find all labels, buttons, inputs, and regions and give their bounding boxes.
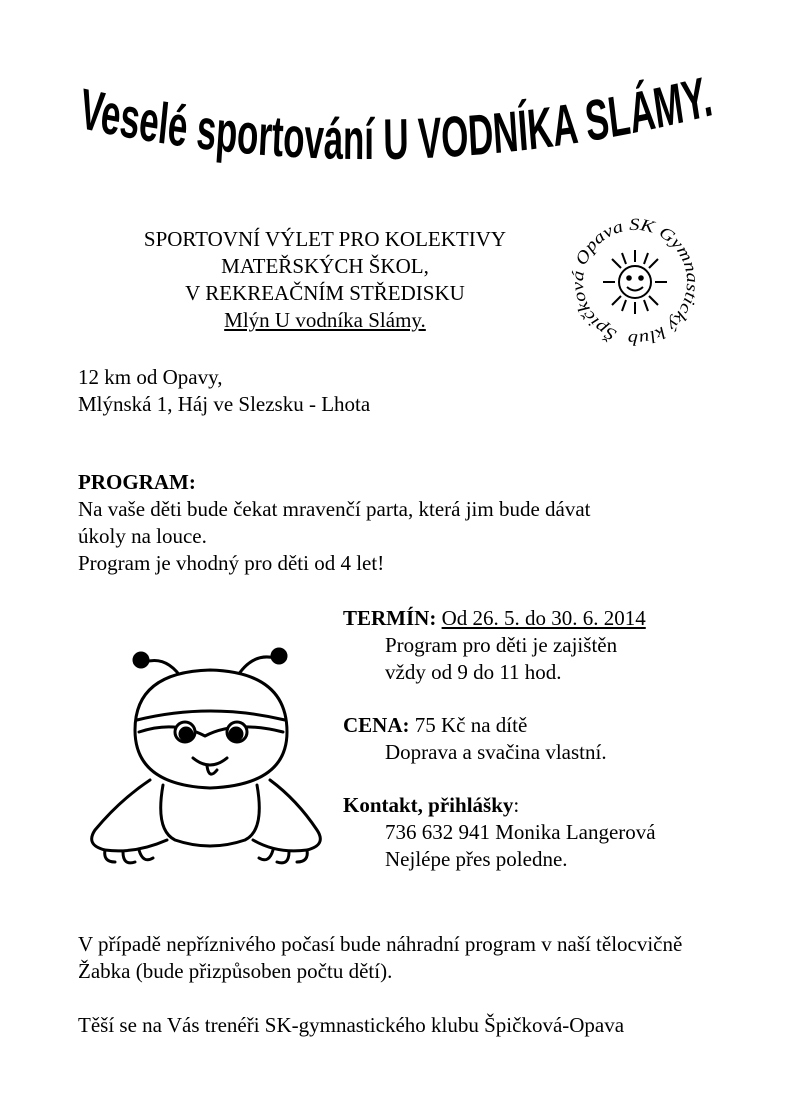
termin-value: Od 26. 5. do 30. 6. 2014 xyxy=(441,606,646,630)
termin-label: TERMÍN: xyxy=(343,606,437,630)
termin-row xyxy=(343,605,656,632)
sun-icon xyxy=(603,250,667,314)
program-line: Program je vhodný pro děti od 4 let! xyxy=(78,551,385,575)
kontakt-row xyxy=(343,792,656,819)
kontakt-note: Nejlépe přes poledne. xyxy=(385,847,568,871)
program-line: Na vaše děti bude čekat mravenčí parta, která jim bude dávat xyxy=(78,497,591,521)
venue-name: Mlýn U vodníka Slámy. xyxy=(224,308,426,332)
cena-detail: Doprava a svačina vlastní. xyxy=(385,740,607,764)
club-logo xyxy=(565,210,705,355)
termin-detail: vždy od 9 do 11 hod. xyxy=(385,660,562,684)
cena-value: 75 Kč na dítě xyxy=(414,713,528,737)
program-section xyxy=(78,469,591,577)
subtitle-line: MATEŘSKÝCH ŠKOL, xyxy=(221,254,429,278)
info-section xyxy=(343,605,656,873)
kontakt-phone: 736 632 941 Monika Langerová xyxy=(385,820,656,844)
subtitle-line: V REKREAČNÍM STŘEDISKU xyxy=(185,281,465,305)
kontakt-colon: : xyxy=(513,793,520,817)
logo-text: Špičková Opava SK Gymnastický klub xyxy=(567,214,703,350)
ant-cartoon-icon xyxy=(75,640,335,875)
signature: Těší se na Vás trenéři SK-gymnastického klubu Špičková-Opava xyxy=(78,1013,625,1037)
address xyxy=(78,364,370,418)
subtitle-line: SPORTOVNÍ VÝLET PRO KOLEKTIVY xyxy=(143,227,507,251)
cena-label: CENA: xyxy=(343,713,410,737)
weather-note-line: Žabka (bude přizpůsoben počtu dětí). xyxy=(78,959,393,983)
program-line: úkoly na louce. xyxy=(78,524,207,548)
svg-text:Špičková Opava SK Gymnastický xyxy=(565,210,705,355)
termin-detail: Program pro děti je zajištěn xyxy=(385,633,618,657)
program-heading: PROGRAM: xyxy=(78,470,196,494)
svg-text:Veselé sportování U VODNÍKA SL xyxy=(76,64,720,173)
page-title xyxy=(60,60,740,200)
cena-row xyxy=(343,712,656,739)
kontakt-label: Kontakt, přihlášky xyxy=(343,793,514,817)
subtitle xyxy=(60,226,590,334)
address-line: 12 km od Opavy, xyxy=(78,365,223,389)
weather-note-line: V případě nepříznivého počasí bude náhradní program v naší tělocvičně xyxy=(78,932,683,956)
address-line: Mlýnská 1, Háj ve Slezsku - Lhota xyxy=(78,392,371,416)
page-title-text: Veselé sportování U VODNÍKA SLÁMY. xyxy=(76,64,720,173)
weather-note xyxy=(78,931,778,985)
